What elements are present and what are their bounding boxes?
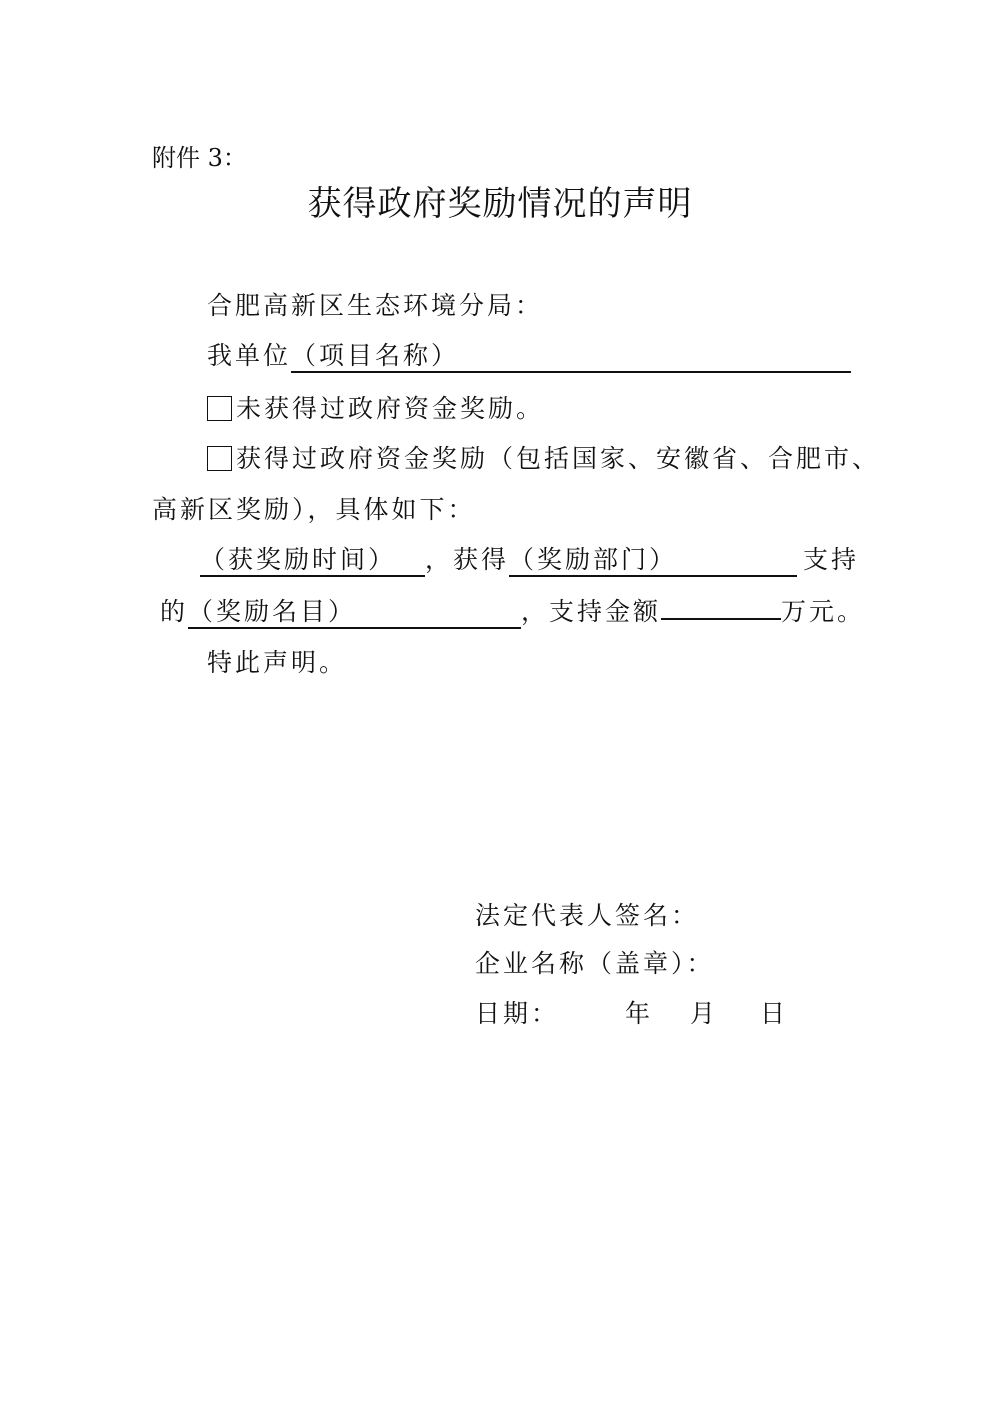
addressee: 合肥高新区生态环境分局： bbox=[207, 291, 544, 320]
document-title: 获得政府奖励情况的声明 bbox=[307, 184, 693, 224]
month-label: 月 bbox=[690, 999, 719, 1028]
company-label: 企业名称（盖章）： bbox=[475, 949, 715, 978]
year-label: 年 bbox=[625, 999, 654, 1028]
project-name-field[interactable]: （项目名称） bbox=[291, 340, 851, 373]
award-dept-field[interactable]: （奖励部门） bbox=[509, 544, 797, 577]
attachment-label: 附件 3： bbox=[152, 144, 247, 172]
option-received-continued: 高新区奖励），具体如下： bbox=[152, 495, 476, 524]
unit-prefix: 我单位 bbox=[207, 341, 292, 370]
day-label: 日 bbox=[760, 999, 789, 1028]
checkbox-received[interactable] bbox=[207, 446, 232, 471]
amount-field[interactable] bbox=[661, 618, 781, 620]
award-detail-line1: （获奖励时间） ，获得（奖励部门） 支持 bbox=[200, 540, 859, 577]
date-label: 日期： bbox=[475, 999, 560, 1028]
award-time-field[interactable]: （获奖励时间） bbox=[200, 544, 425, 577]
option-not-received-label: 未获得过政府资金奖励。 bbox=[236, 394, 545, 423]
unit-line bbox=[207, 336, 851, 373]
signature-label: 法定代表人签名： bbox=[475, 901, 700, 930]
award-name-field[interactable]: （奖励名目） bbox=[188, 596, 521, 629]
award-detail-line2: 的（奖励名目） ，支持金额 万元。 bbox=[160, 592, 865, 629]
checkbox-not-received[interactable] bbox=[207, 396, 232, 421]
option-not-received bbox=[207, 389, 544, 425]
option-received-label: 获得过政府资金奖励（包括国家、安徽省、合肥市、 bbox=[236, 444, 881, 473]
closing-statement: 特此声明。 bbox=[207, 648, 348, 677]
option-received bbox=[207, 439, 880, 475]
